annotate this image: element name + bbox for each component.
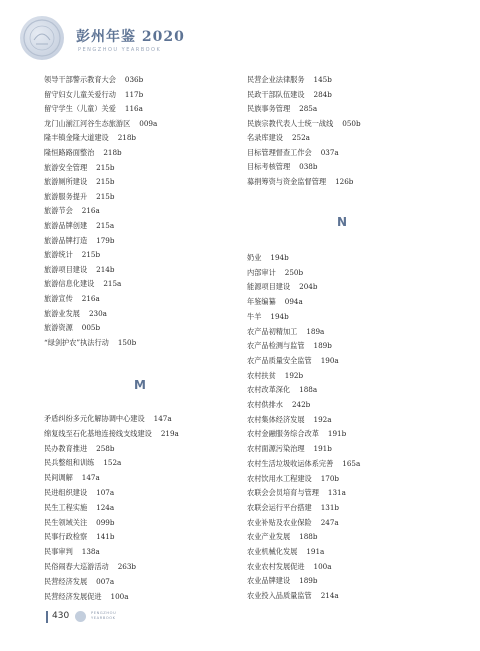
index-term: 农业机械化发展 <box>247 547 298 556</box>
index-term: 民办教育推进 <box>44 443 88 453</box>
index-entry <box>247 459 360 469</box>
index-entry <box>247 282 317 292</box>
footer-accent-bar <box>46 611 48 623</box>
page-footer <box>46 610 246 624</box>
index-entry <box>44 279 121 289</box>
index-term: 农村面源污染治理 <box>247 444 305 454</box>
index-term: 年鉴编纂 <box>247 297 276 307</box>
index-term: 农村改革深化 <box>247 385 291 395</box>
index-page-ref: 214a <box>320 591 339 601</box>
index-entry <box>247 133 310 143</box>
index-entry <box>44 163 114 173</box>
index-term: 农产品检测与监管 <box>247 341 305 351</box>
index-entry <box>44 104 143 114</box>
index-term: 民族事务管理 <box>247 104 291 113</box>
index-page-ref: 250b <box>284 267 304 277</box>
index-page-ref: 036b <box>124 75 144 84</box>
index-term: 旅游信息化建设 <box>44 279 95 289</box>
index-entry <box>247 119 361 129</box>
index-entry <box>44 250 100 260</box>
index-entry <box>44 265 114 275</box>
index-page-ref: 194b <box>270 253 289 262</box>
index-entry <box>247 385 317 395</box>
index-entry <box>44 133 136 143</box>
index-entry <box>44 488 114 498</box>
index-term: 能源项目建设 <box>247 282 291 292</box>
index-entry <box>247 518 339 528</box>
index-entry <box>44 458 121 468</box>
index-page-ref: 215b <box>96 177 115 187</box>
index-page-ref: 189b <box>299 576 318 586</box>
index-entry <box>247 312 289 322</box>
index-entry <box>247 444 332 454</box>
index-entry <box>44 75 143 85</box>
index-term: 民事审判 <box>44 547 73 557</box>
index-page-ref: 215a <box>96 221 115 230</box>
index-page-ref: 192a <box>313 414 332 424</box>
index-entry <box>247 562 332 572</box>
index-page-ref: 214b <box>96 264 115 274</box>
index-entry <box>247 90 332 100</box>
index-entry <box>44 221 114 231</box>
index-entry <box>247 253 289 263</box>
index-term: 目标管理督查工作会 <box>247 147 312 157</box>
section-letter-m: M <box>134 378 146 392</box>
index-entry <box>44 338 136 348</box>
index-page-ref: 038b <box>299 162 318 171</box>
index-page-ref: 147a <box>81 473 100 483</box>
index-term: 旅游安全管理 <box>44 162 88 172</box>
footer-book-name-line2: YEARBOOK <box>91 616 116 620</box>
index-page-ref: 179b <box>96 235 115 245</box>
index-entry <box>44 294 100 304</box>
index-page-ref: 094a <box>284 297 303 307</box>
index-page-ref: 165a <box>342 458 361 468</box>
index-term: 旅游统计 <box>44 250 73 260</box>
index-entry <box>247 429 346 439</box>
index-entry <box>44 192 114 202</box>
index-page-ref: 050b <box>342 118 361 128</box>
index-entry <box>44 90 143 100</box>
index-page-ref: 131b <box>320 502 340 512</box>
index-term: 农村饮用水工程建设 <box>247 473 312 483</box>
index-page-ref: 216a <box>81 206 100 216</box>
index-page-ref: 126b <box>335 176 354 186</box>
index-term: 龙门山湔江河谷生态旅游区 <box>44 118 131 128</box>
index-term: 农联会运行平台搭建 <box>247 502 312 512</box>
index-page-ref: 005b <box>81 323 101 333</box>
index-entry <box>44 473 100 483</box>
index-entry <box>44 562 136 572</box>
yearbook-title: 彭州年鉴 2020 <box>76 29 185 45</box>
index-term: 农产品初精加工 <box>247 326 298 336</box>
index-page-ref: 117b <box>124 89 144 99</box>
page-header <box>20 10 480 70</box>
index-entry <box>44 429 179 439</box>
index-term: 旅游品牌创建 <box>44 221 88 230</box>
index-entry <box>247 591 339 601</box>
index-entry <box>247 148 339 158</box>
index-term: 民营企业法律服务 <box>247 75 305 84</box>
index-entry <box>44 503 114 513</box>
index-entry <box>44 177 114 187</box>
index-entry <box>247 104 317 114</box>
index-page-ref: 037a <box>320 147 339 157</box>
index-term: 矛盾纠纷多元化解协调中心建设 <box>44 414 145 423</box>
section-letter-n: N <box>337 215 348 229</box>
index-page-ref: 247a <box>320 517 339 527</box>
index-entry <box>247 400 310 410</box>
index-term: 募捐筹资与资金监督管理 <box>247 176 327 186</box>
index-page-ref: 099b <box>96 517 115 527</box>
index-term: 农村扶贫 <box>247 370 276 380</box>
index-term: 民间调解 <box>44 473 73 483</box>
index-entry <box>44 518 114 528</box>
index-entry <box>44 532 114 542</box>
index-term: 领导干部警示教育大会 <box>44 75 116 84</box>
index-term: 民政干部队伍建设 <box>247 89 305 99</box>
index-page-ref: 194b <box>270 311 289 321</box>
index-page-ref: 263b <box>117 562 137 571</box>
index-page-ref: 215b <box>81 250 101 260</box>
index-term: 旅游厕所建设 <box>44 177 88 187</box>
index-page-ref: 170b <box>320 473 340 483</box>
index-term: 民营经济发展 <box>44 576 88 586</box>
index-term: 旅游项目建设 <box>44 264 88 274</box>
index-term: 民族宗教代表人士统一战线 <box>247 118 334 128</box>
index-entry <box>247 297 303 307</box>
yearbook-subtitle: PENGZHOU YEARBOOK <box>78 47 162 53</box>
index-page-ref: 230a <box>88 308 107 318</box>
index-term: 农村供排水 <box>247 400 283 409</box>
index-page-ref: 141b <box>96 532 115 542</box>
index-term: 民事行政检察 <box>44 532 88 542</box>
index-term: 农村集体经济发展 <box>247 414 305 424</box>
index-page-ref: 150b <box>117 337 137 347</box>
index-term: 隆恒路路面整治 <box>44 148 95 157</box>
index-term: 牛羊 <box>247 311 262 321</box>
index-term: 旅游品牌打造 <box>44 235 88 245</box>
index-entry <box>44 444 114 454</box>
index-term: 奶业 <box>247 253 262 262</box>
index-term: 民生领域关注 <box>44 517 88 527</box>
index-entry <box>44 309 107 319</box>
index-page-ref: 124a <box>96 502 115 512</box>
index-term: 农业补贴及农业保险 <box>247 517 312 527</box>
index-term: 农产品质量安全监管 <box>247 355 312 365</box>
index-page-ref: 215b <box>96 162 115 172</box>
index-term: 目标考核管理 <box>247 162 291 171</box>
index-term: 农业产业发展 <box>247 532 291 542</box>
index-entry <box>44 414 172 424</box>
index-entry <box>247 268 303 278</box>
index-page-ref: 190a <box>320 355 339 365</box>
index-page-ref: 191a <box>306 547 325 556</box>
index-entry <box>247 162 317 172</box>
index-term: 农村金融服务综合改革 <box>247 429 319 439</box>
index-page-ref: 218b <box>117 133 137 143</box>
index-page-ref: 284b <box>313 89 332 99</box>
page-number: 430 <box>52 611 70 621</box>
index-entry <box>247 356 339 366</box>
index-term: 农业品牌建设 <box>247 576 291 586</box>
index-term: 旅游宣传 <box>44 294 73 303</box>
index-term: 隆丰镇金隆大道建设 <box>44 133 109 143</box>
index-page-ref: 009a <box>139 118 158 128</box>
index-term: 民俗闹春大巡游活动 <box>44 562 109 571</box>
index-entry <box>44 148 122 158</box>
index-entry <box>247 177 353 187</box>
index-page-ref: 285a <box>299 104 318 113</box>
footer-book-name-line1: PENGZHOU <box>91 611 117 615</box>
index-term: 民生工程实施 <box>44 502 88 512</box>
index-entry <box>247 503 339 513</box>
index-page-ref: 100a <box>110 591 129 601</box>
index-term: 绵复线至石化基地连接线支线建设 <box>44 428 152 438</box>
index-page-ref: 191b <box>313 444 332 454</box>
index-entry <box>44 323 100 333</box>
index-page-ref: 152a <box>103 458 122 468</box>
index-page-ref: 189b <box>313 341 332 351</box>
index-entry <box>247 415 332 425</box>
index-entry <box>44 592 129 602</box>
index-page-ref: 138a <box>81 547 100 557</box>
index-term: 民兵整组和训练 <box>44 458 95 468</box>
index-page-ref: 215a <box>103 279 122 289</box>
index-page-ref: 258b <box>96 443 115 453</box>
index-term: 旅游节会 <box>44 206 73 216</box>
index-page-ref: 218b <box>103 148 122 157</box>
index-page-ref: 107a <box>96 488 115 497</box>
index-page-ref: 007a <box>96 576 115 586</box>
index-term: 旅游资源 <box>44 323 73 333</box>
index-page-ref: 215b <box>96 191 115 201</box>
footer-emblem-icon <box>75 611 86 622</box>
index-term: 内部审计 <box>247 267 276 277</box>
index-term: “绿剑护农”执法行动 <box>44 337 109 347</box>
index-page-ref: 188a <box>299 385 318 395</box>
index-page-ref: 216a <box>81 294 100 303</box>
index-term: 农联会会员培育与管理 <box>247 488 319 498</box>
index-term: 旅游服务提升 <box>44 191 88 201</box>
index-entry <box>247 75 332 85</box>
index-page-ref: 204b <box>299 282 318 292</box>
index-page-ref: 145b <box>313 75 332 84</box>
city-emblem-icon <box>20 16 64 60</box>
index-page-ref: 147a <box>153 414 172 423</box>
index-entry <box>247 474 339 484</box>
index-term: 名录库建设 <box>247 133 283 142</box>
index-page-ref: 131a <box>327 488 346 498</box>
index-page-ref: 188b <box>299 532 318 542</box>
index-entry <box>247 371 303 381</box>
index-term: 留守学生（儿童）关爱 <box>44 104 116 114</box>
index-term: 民营经济发展促进 <box>44 591 102 601</box>
index-entry <box>247 327 324 337</box>
index-page-ref: 242b <box>291 400 311 409</box>
index-term: 民进组织建设 <box>44 488 88 497</box>
index-term: 农业投入品质量监管 <box>247 591 312 601</box>
index-entry <box>247 341 332 351</box>
index-term: 旅游业发展 <box>44 308 80 318</box>
index-entry <box>44 547 100 557</box>
index-page-ref: 219a <box>160 428 179 438</box>
index-entry <box>247 532 317 542</box>
index-entry <box>44 236 114 246</box>
index-page-ref: 252a <box>291 133 310 142</box>
index-page-ref: 189a <box>306 326 325 336</box>
index-page-ref: 116a <box>124 104 143 114</box>
index-term: 农业农村发展促进 <box>247 561 305 571</box>
index-entry <box>44 119 157 129</box>
index-entry <box>247 488 346 498</box>
index-entry <box>247 576 317 586</box>
index-page-ref: 100a <box>313 561 332 571</box>
index-entry <box>44 577 114 587</box>
index-entry <box>44 206 100 216</box>
index-term: 留守妇女儿童关爱行动 <box>44 89 116 99</box>
index-page-ref: 192b <box>284 370 304 380</box>
footer-book-name <box>91 611 116 621</box>
index-entry <box>247 547 324 557</box>
index-page-ref: 191b <box>327 429 347 439</box>
index-term: 农村生活垃圾收运体系完善 <box>247 458 334 468</box>
